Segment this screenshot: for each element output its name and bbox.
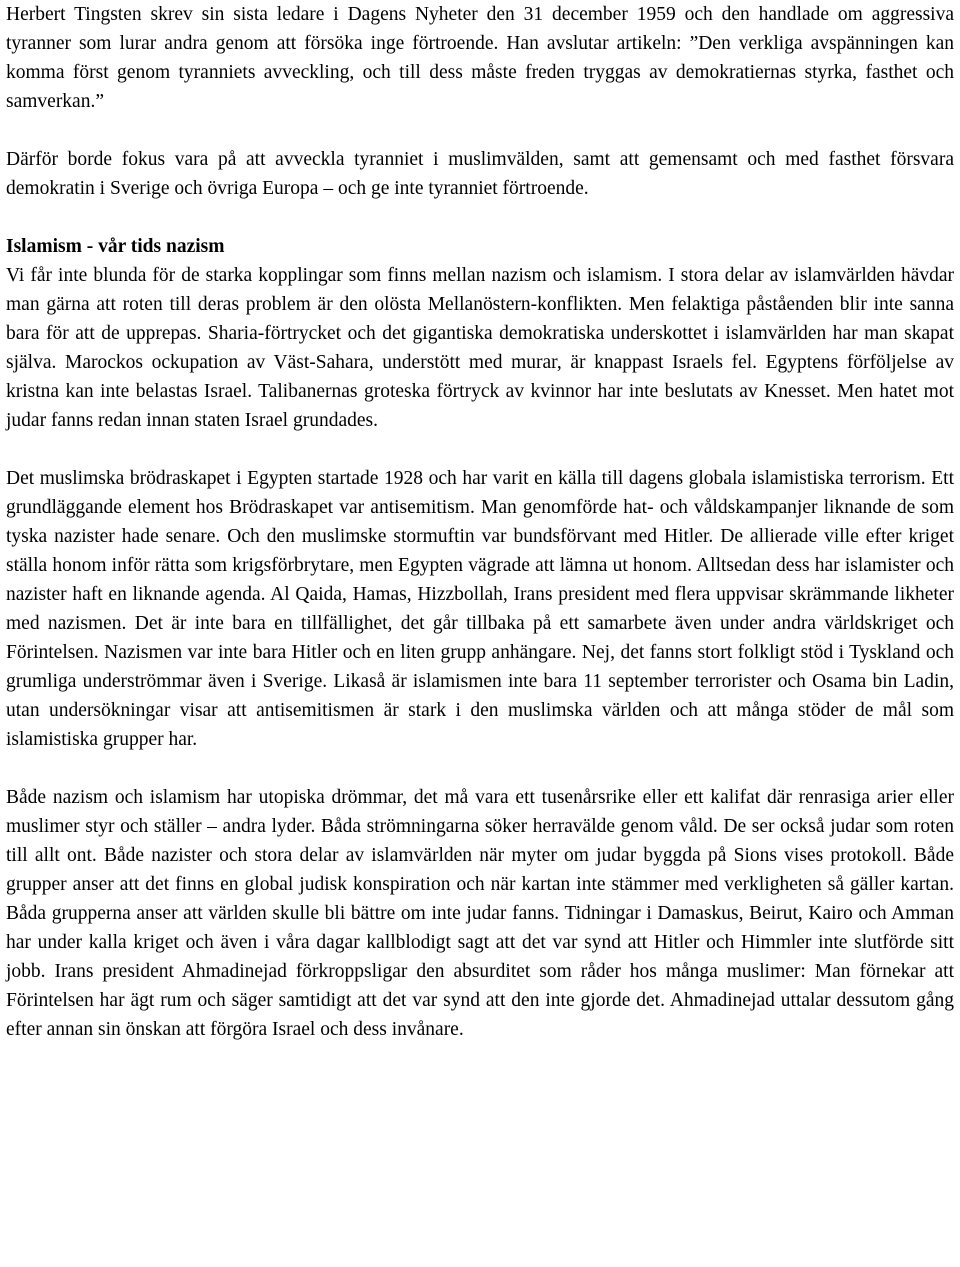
- paragraph-tingsten: Herbert Tingsten skrev sin sista ledare i Dagens Nyheter den 31 december 1959 och den handlade om aggressiva tyranner som lurar andra genom att försöka inge förtroende. Han avslutar artikeln: ”Den verkliga avspänningen kan komma först genom tyranniets avveckling, och till dess måste freden tryggas av demokratiernas styrka, fasthet och samverkan.”: [6, 4, 954, 112]
- paragraph-utopian-dreams: Både nazism och islamism har utopiska drömmar, det må vara ett tusenårsrike eller ett kalifat där renrasiga arier eller muslimer styr och ställer – andra lyder. Båda strömningarna söker herravälde genom våld. De ser också judar som roten till allt ont. Både nazister och stora delar av islamvärlden när myter om judar byggda på Sions vises protokoll. Både grupper anser att det finns en global judisk konspiration och när kartan inte stämmer med verkligheten så gäller kartan. Båda grupperna anser att världen skulle bli bättre om inte judar fanns. Tidningar i Damaskus, Beirut, Kairo och Amman har under kalla kriget och även i våra dagar kallblodigt sagt att det var synd att Hitler och Himmler inte slutförde sitt jobb. Irans president Ahmadinejad förkroppsligar den absurditet som råder hos många muslimer: Man förnekar att Förintelsen har ägt rum och säger samtidigt att det var synd att den inte gjorde det. Ahmadinejad uttalar dessutom gång efter annan sin önskan att förgöra Israel och dess invånare.: [6, 787, 954, 1040]
- section-heading: Islamism - vår tids nazism: [6, 236, 225, 257]
- paragraph-connections: Vi får inte blunda för de starka kopplingar som finns mellan nazism och islamism. I stora delar av islamvärlden hävdar man gärna att roten till deras problem är den olösta Mellanöstern-konflikten. Men felaktiga påståenden blir inte sanna bara för att de upprepas. Sharia-förtrycket och det gigantiska demokratiska underskottet i islamvärlden har man skapat själva. Marockos ockupation av Väst-Sahara, understött med murar, är knappast Israels fel. Egyptens förföljelse av kristna kan inte belastas Israel. Talibanernas groteska förtryck av kvinnor har inte beslutats av Knesset. Men hatet mot judar fanns redan innan staten Israel grundades.: [6, 265, 954, 431]
- document-page: [6, 0, 954, 1044]
- paragraph-focus: Därför borde fokus vara på att avveckla tyranniet i muslimvälden, samt att gemensamt och med fasthet försvara demokratin i Sverige och övriga Europa – och ge inte tyranniet förtroende.: [6, 149, 954, 199]
- paragraph-brotherhood: Det muslimska brödraskapet i Egypten startade 1928 och har varit en källa till dagens globala islamistiska terrorism. Ett grundläggande element hos Brödraskapet var antisemitism. Man genomförde hat- och våldskampanjer liknande de som tyska nazister hade senare. Och den muslimske stormuftin var bundsförvant med Hitler. De allierade ville efter kriget ställa honom inför rätta som krigsförbrytare, men Egypten vägrade att lämna ut honom. Alltsedan dess har islamister och nazister haft en liknande agenda. Al Qaida, Hamas, Hizzbollah, Irans president med flera uppvisar skrämmande likheter med nazismen. Det är inte bara en tillfällighet, det går tillbaka på ett samarbete även under andra världskriget och Förintelsen. Nazismen var inte bara Hitler och en liten grupp anhängare. Nej, det fanns stort folkligt stöd i Tyskland och grumliga underströmmar även i Sverige. Likaså är islamismen inte bara 11 september terrorister och Osama bin Ladin, utan undersökningar visar att antisemitismen är stark i den muslimska världen och att många stöder de mål som islamistiska grupper har.: [6, 468, 954, 750]
